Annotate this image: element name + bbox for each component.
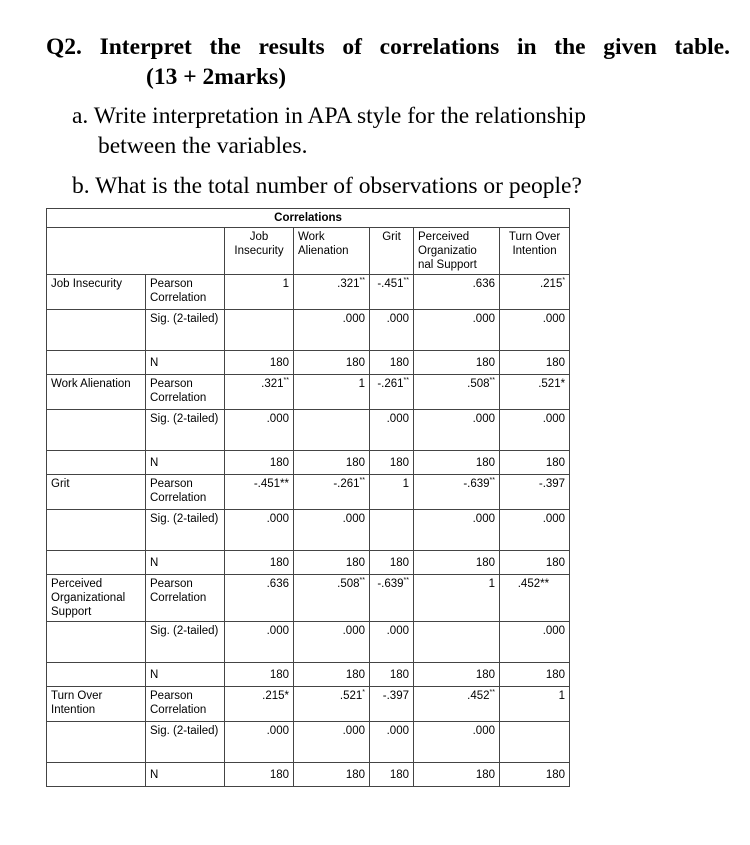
n-value: 180 [414,763,500,787]
stat-label-pearson: Pearson Correlation [146,275,225,310]
pearson-value-cell [225,575,294,622]
sig-value [370,510,414,551]
pearson-value: .321 [337,278,360,290]
table-row-pearson [47,275,570,310]
n-value: 180 [500,663,570,687]
pearson-value-cell [370,375,414,410]
sig-value: .000 [294,722,370,763]
question-title [46,32,730,92]
n-value: 180 [294,351,370,375]
pearson-value-cell [294,475,370,510]
empty-cell [47,310,146,351]
n-value: 180 [370,663,414,687]
pearson-value-cell [225,275,294,310]
empty-cell [47,622,146,663]
variable-label: Perceived Organizational Support [47,575,146,622]
significance-mark: ** [489,477,495,485]
n-value: 180 [500,451,570,475]
n-value: 180 [370,763,414,787]
pearson-value: -.451** [253,478,289,490]
empty-cell [47,722,146,763]
sig-value: .000 [294,510,370,551]
header-work-alienation: Work Alienation [294,228,370,275]
n-value: 180 [414,351,500,375]
sig-value: .000 [225,722,294,763]
sig-value: .000 [370,722,414,763]
header-row [47,228,570,275]
sig-value [294,410,370,451]
n-value: 180 [370,351,414,375]
sig-value: .000 [500,410,570,451]
variable-label: Work Alienation [47,375,146,410]
variable-label: Job Insecurity [47,275,146,310]
table-row-sig [47,510,570,551]
empty-cell [47,763,146,787]
table-row-n [47,351,570,375]
sub-question-a-line1: a. Write interpretation in APA style for the relationship [72,103,587,129]
significance-mark: ** [359,277,365,285]
pearson-value-cell [294,275,370,310]
table-row-sig [47,310,570,351]
pearson-value: .215* [262,690,289,702]
significance-mark: ** [489,377,495,385]
n-value: 180 [225,763,294,787]
table-row-n [47,551,570,575]
pearson-value-cell [370,475,414,510]
sig-value: .000 [414,410,500,451]
pearson-value: .636 [472,278,495,290]
pearson-value-cell [414,687,500,722]
stat-label-sig: Sig. (2-tailed) [146,410,225,451]
pearson-value-cell [294,687,370,722]
header-turnover-intention: Turn Over Intention [500,228,570,275]
question-marks: (13 + 2marks) [146,64,287,90]
stat-label-n: N [146,451,225,475]
significance-mark: * [562,277,566,285]
sig-value: .000 [500,622,570,663]
pearson-value: .521 [339,690,363,702]
sig-value: .000 [370,410,414,451]
pearson-value: .452** [517,578,550,590]
table-row-pearson [47,687,570,722]
sig-value [414,622,500,663]
sig-value: .000 [500,510,570,551]
pearson-value-cell [414,575,500,622]
table-row-pearson [47,375,570,410]
n-value: 180 [294,663,370,687]
significance-mark: ** [283,377,289,385]
header-pos-line2: Organizatio [418,245,477,257]
pearson-value: -.451 [377,278,404,290]
significance-mark: ** [403,577,409,585]
stat-label-n: N [146,351,225,375]
n-value: 180 [414,551,500,575]
n-value: 180 [370,451,414,475]
significance-mark: * [362,689,365,697]
table-row-sig [47,722,570,763]
pearson-value: .321 [261,378,284,390]
n-value: 180 [225,451,294,475]
n-value: 180 [294,763,370,787]
n-value: 180 [225,351,294,375]
pearson-value: -.397 [538,478,566,490]
empty-cell [47,410,146,451]
pearson-value-cell [370,575,414,622]
stat-label-pearson: Pearson Correlation [146,475,225,510]
n-value: 180 [294,451,370,475]
stat-label-sig: Sig. (2-tailed) [146,622,225,663]
pearson-value: 1 [358,378,365,390]
pearson-value-cell [370,687,414,722]
sig-value: .000 [414,510,500,551]
sig-value: .000 [370,622,414,663]
table-row-n [47,763,570,787]
sig-value: .000 [414,310,500,351]
empty-cell [47,510,146,551]
n-value: 180 [370,551,414,575]
empty-cell [47,451,146,475]
stat-label-pearson: Pearson Correlation [146,575,225,622]
pearson-value-cell [500,275,570,310]
n-value: 180 [225,551,294,575]
pearson-value: -.639 [377,578,404,590]
pearson-value: 1 [488,578,495,590]
pearson-value: 1 [282,278,289,290]
header-grit: Grit [370,228,414,275]
sig-value: .000 [294,622,370,663]
significance-mark: ** [359,577,365,585]
significance-mark: ** [489,689,495,697]
n-value: 180 [500,351,570,375]
stat-label-n: N [146,663,225,687]
sig-value: .000 [500,310,570,351]
empty-cell [47,663,146,687]
table-row-sig [47,622,570,663]
header-perceived-org-support [414,228,500,275]
pearson-value: .521* [538,378,566,390]
pearson-value-cell [500,475,570,510]
table-row-sig [47,410,570,451]
question-title-text: Q2. Interpret the results of correlations in the given table. [46,34,730,60]
variable-label: Turn Over Intention [47,687,146,722]
stat-label-n: N [146,551,225,575]
stat-label-pearson: Pearson Correlation [146,687,225,722]
stat-label-n: N [146,763,225,787]
sig-value [225,310,294,351]
header-pos-line1: Perceived [418,231,470,243]
variable-label: Grit [47,475,146,510]
sig-value: .000 [225,510,294,551]
pearson-value: -.639 [463,478,490,490]
pearson-value: 1 [558,690,566,702]
pearson-value-cell [414,475,500,510]
n-value: 180 [294,551,370,575]
pearson-value-cell [370,275,414,310]
pearson-value-cell [225,687,294,722]
pearson-value: .508 [467,378,490,390]
stat-label-sig: Sig. (2-tailed) [146,510,225,551]
pearson-value-cell [225,475,294,510]
pearson-value-cell [294,375,370,410]
pearson-value: .452 [467,690,490,702]
pearson-value: -.397 [382,690,409,702]
n-value: 180 [414,451,500,475]
sig-value: .000 [225,410,294,451]
significance-mark: ** [403,377,409,385]
pearson-value: 1 [402,478,409,490]
header-blank [47,228,225,275]
significance-mark: ** [403,277,409,285]
pearson-value-cell [225,375,294,410]
pearson-value: .508 [337,578,360,590]
table-row-n [47,663,570,687]
sig-value: .000 [294,310,370,351]
pearson-value: .215 [539,278,563,290]
sub-question-a-line2: between the variables. [98,133,308,159]
pearson-value-cell [414,375,500,410]
sig-value: .000 [225,622,294,663]
significance-mark: ** [359,477,365,485]
sig-value: .000 [414,722,500,763]
sig-value: .000 [370,310,414,351]
table-title: Correlations [47,209,570,228]
sub-question-b: b. What is the total number of observations or people? [72,173,582,199]
header-job-insecurity: Job Insecurity [225,228,294,275]
n-value: 180 [225,663,294,687]
table-row-pearson [47,575,570,622]
sig-value [500,722,570,763]
pearson-value: .636 [266,578,289,590]
pearson-value: -.261 [377,378,404,390]
stat-label-sig: Sig. (2-tailed) [146,310,225,351]
pearson-value-cell [414,275,500,310]
n-value: 180 [500,763,570,787]
table-row-n [47,451,570,475]
correlations-table [46,208,570,787]
pearson-value-cell [294,575,370,622]
pearson-value-cell [500,575,570,622]
pearson-value-cell [500,687,570,722]
empty-cell [47,551,146,575]
sub-question-a [72,101,732,161]
n-value: 180 [414,663,500,687]
table-row-pearson [47,475,570,510]
header-pos-line3: nal Support [418,259,477,271]
pearson-value: -.261 [333,478,360,490]
stat-label-pearson: Pearson Correlation [146,375,225,410]
n-value: 180 [500,551,570,575]
stat-label-sig: Sig. (2-tailed) [146,722,225,763]
empty-cell [47,351,146,375]
pearson-value-cell [500,375,570,410]
